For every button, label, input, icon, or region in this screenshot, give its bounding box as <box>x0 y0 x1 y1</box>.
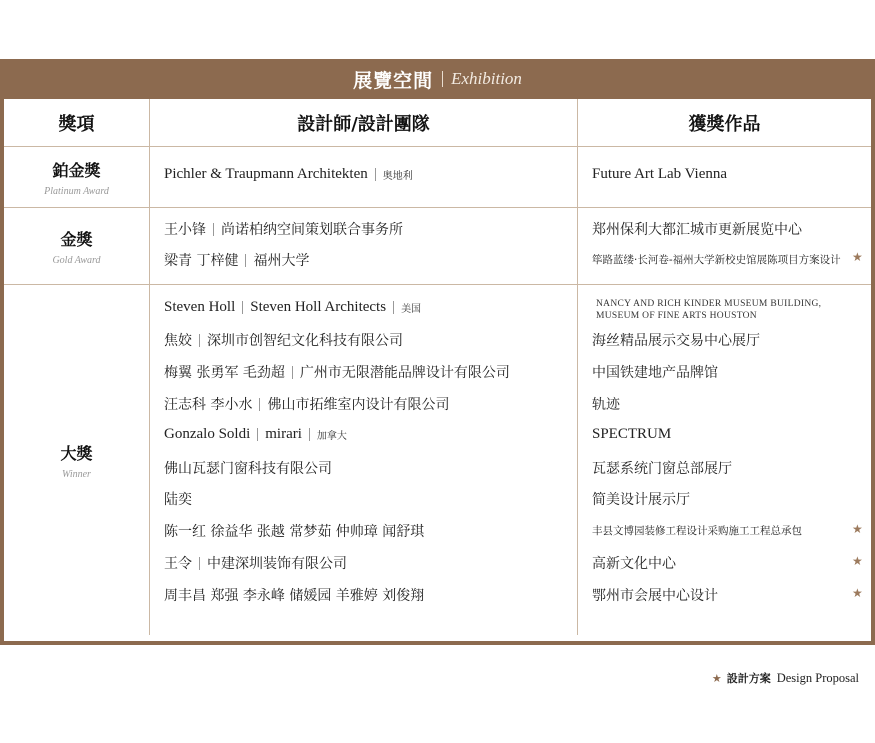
gold-works <box>592 208 872 284</box>
list-item: 佛山瓦瑟门窗科技有限公司 <box>164 461 332 477</box>
platinum-work <box>592 147 872 207</box>
grand-works <box>592 285 872 630</box>
divider <box>257 428 258 441</box>
column-header-work: 獲獎作品 <box>688 113 761 135</box>
table-header <box>0 59 875 99</box>
column-divider <box>577 99 578 635</box>
grand-designers <box>164 285 574 630</box>
list-item: 瓦瑟系统门窗总部展厅 <box>592 461 732 477</box>
award-grand-en: Winner <box>62 468 91 480</box>
divider <box>259 398 260 411</box>
list-item: NANCY AND RICH KINDER MUSEUM BUILDING, MUSEUM OF FINE ARTS HOUSTON <box>596 299 822 321</box>
list-item: 陈一红 徐益华 张越 常梦茹 仲帅璋 闻舒琪 <box>164 524 425 540</box>
divider <box>393 301 394 314</box>
list-item: 梁青 丁梓健 福州大学 <box>164 253 310 269</box>
list-item: Gonzalo Soldi mirari 加拿大 <box>164 426 347 442</box>
award-platinum-zh: 鉑金獎 <box>52 160 101 180</box>
list-item: Steven Holl Steven Holl Architects 美国 <box>164 299 422 315</box>
star-icon: ★ <box>852 522 863 536</box>
legend-label-zh: 設計方案 <box>726 672 771 685</box>
list-item: 梅翼 张勇军 毛劲超 广州市无限潜能品牌设计有限公司 <box>164 365 510 381</box>
award-gold-zh: 金獎 <box>60 229 93 249</box>
award-platinum <box>4 147 149 207</box>
award-gold <box>4 208 149 284</box>
column-header-designer: 設計師/設計團隊 <box>297 113 430 135</box>
award-grand-zh: 大獎 <box>60 443 93 463</box>
divider <box>242 301 243 314</box>
platinum-designer <box>164 147 574 207</box>
list-item: Future Art Lab Vienna <box>592 166 728 182</box>
list-item: 中国铁建地产品牌馆 <box>592 365 718 381</box>
header-title-zh: 展覽空間 <box>353 69 434 92</box>
star-icon: ★ <box>852 250 863 264</box>
list-item: 郑州保利大都汇城市更新展览中心 <box>592 222 802 238</box>
list-item: 焦姣 深圳市创智纪文化科技有限公司 <box>164 333 403 349</box>
table-body <box>4 99 871 641</box>
list-item: SPECTRUM <box>592 426 672 442</box>
list-item: 轨迹 <box>592 397 620 413</box>
list-item: 鄂州市会展中心设计 <box>592 588 718 604</box>
column-header-award: 獎項 <box>58 113 95 135</box>
divider <box>199 334 200 347</box>
list-item: Pichler & Traupmann Architekten 奥地利 <box>164 166 413 182</box>
award-grand <box>4 285 149 635</box>
divider <box>309 428 310 441</box>
list-item: 王令 中建深圳装饰有限公司 <box>164 556 347 572</box>
list-item: 丰县文博园装修工程设计采购施工工程总承包 <box>592 525 802 537</box>
gold-designers <box>164 208 574 284</box>
list-item: 周丰昌 郑强 李永峰 储媛园 羊雅婷 刘俊翔 <box>164 588 425 604</box>
column-divider <box>149 99 150 635</box>
header-title-en: Exhibition <box>451 69 522 88</box>
list-item: 王小锋 尚诺柏纳空间策划联合事务所 <box>164 222 403 238</box>
divider <box>375 168 376 181</box>
divider <box>292 366 293 379</box>
list-item: 汪志科 李小水 佛山市拓维室内设计有限公司 <box>164 397 450 413</box>
list-item: 筚路蓝缕·长河卷-福州大学新校史馆展陈项目方案设计 <box>592 254 841 266</box>
divider <box>245 254 246 267</box>
legend <box>712 670 859 686</box>
award-platinum-en: Platinum Award <box>44 185 109 197</box>
star-icon: ★ <box>711 671 722 685</box>
exhibition-table <box>0 59 875 645</box>
star-icon: ★ <box>852 554 863 568</box>
divider <box>213 223 214 236</box>
divider <box>199 557 200 570</box>
list-item: 简美设计展示厅 <box>592 492 690 508</box>
award-gold-en: Gold Award <box>52 254 101 266</box>
list-item: 海丝精品展示交易中心展厅 <box>592 333 760 349</box>
legend-label-en: Design Proposal <box>776 670 859 685</box>
star-icon: ★ <box>852 586 863 600</box>
list-item: 陆奕 <box>164 492 192 508</box>
header-divider <box>442 71 443 87</box>
list-item: 高新文化中心 <box>592 556 676 572</box>
